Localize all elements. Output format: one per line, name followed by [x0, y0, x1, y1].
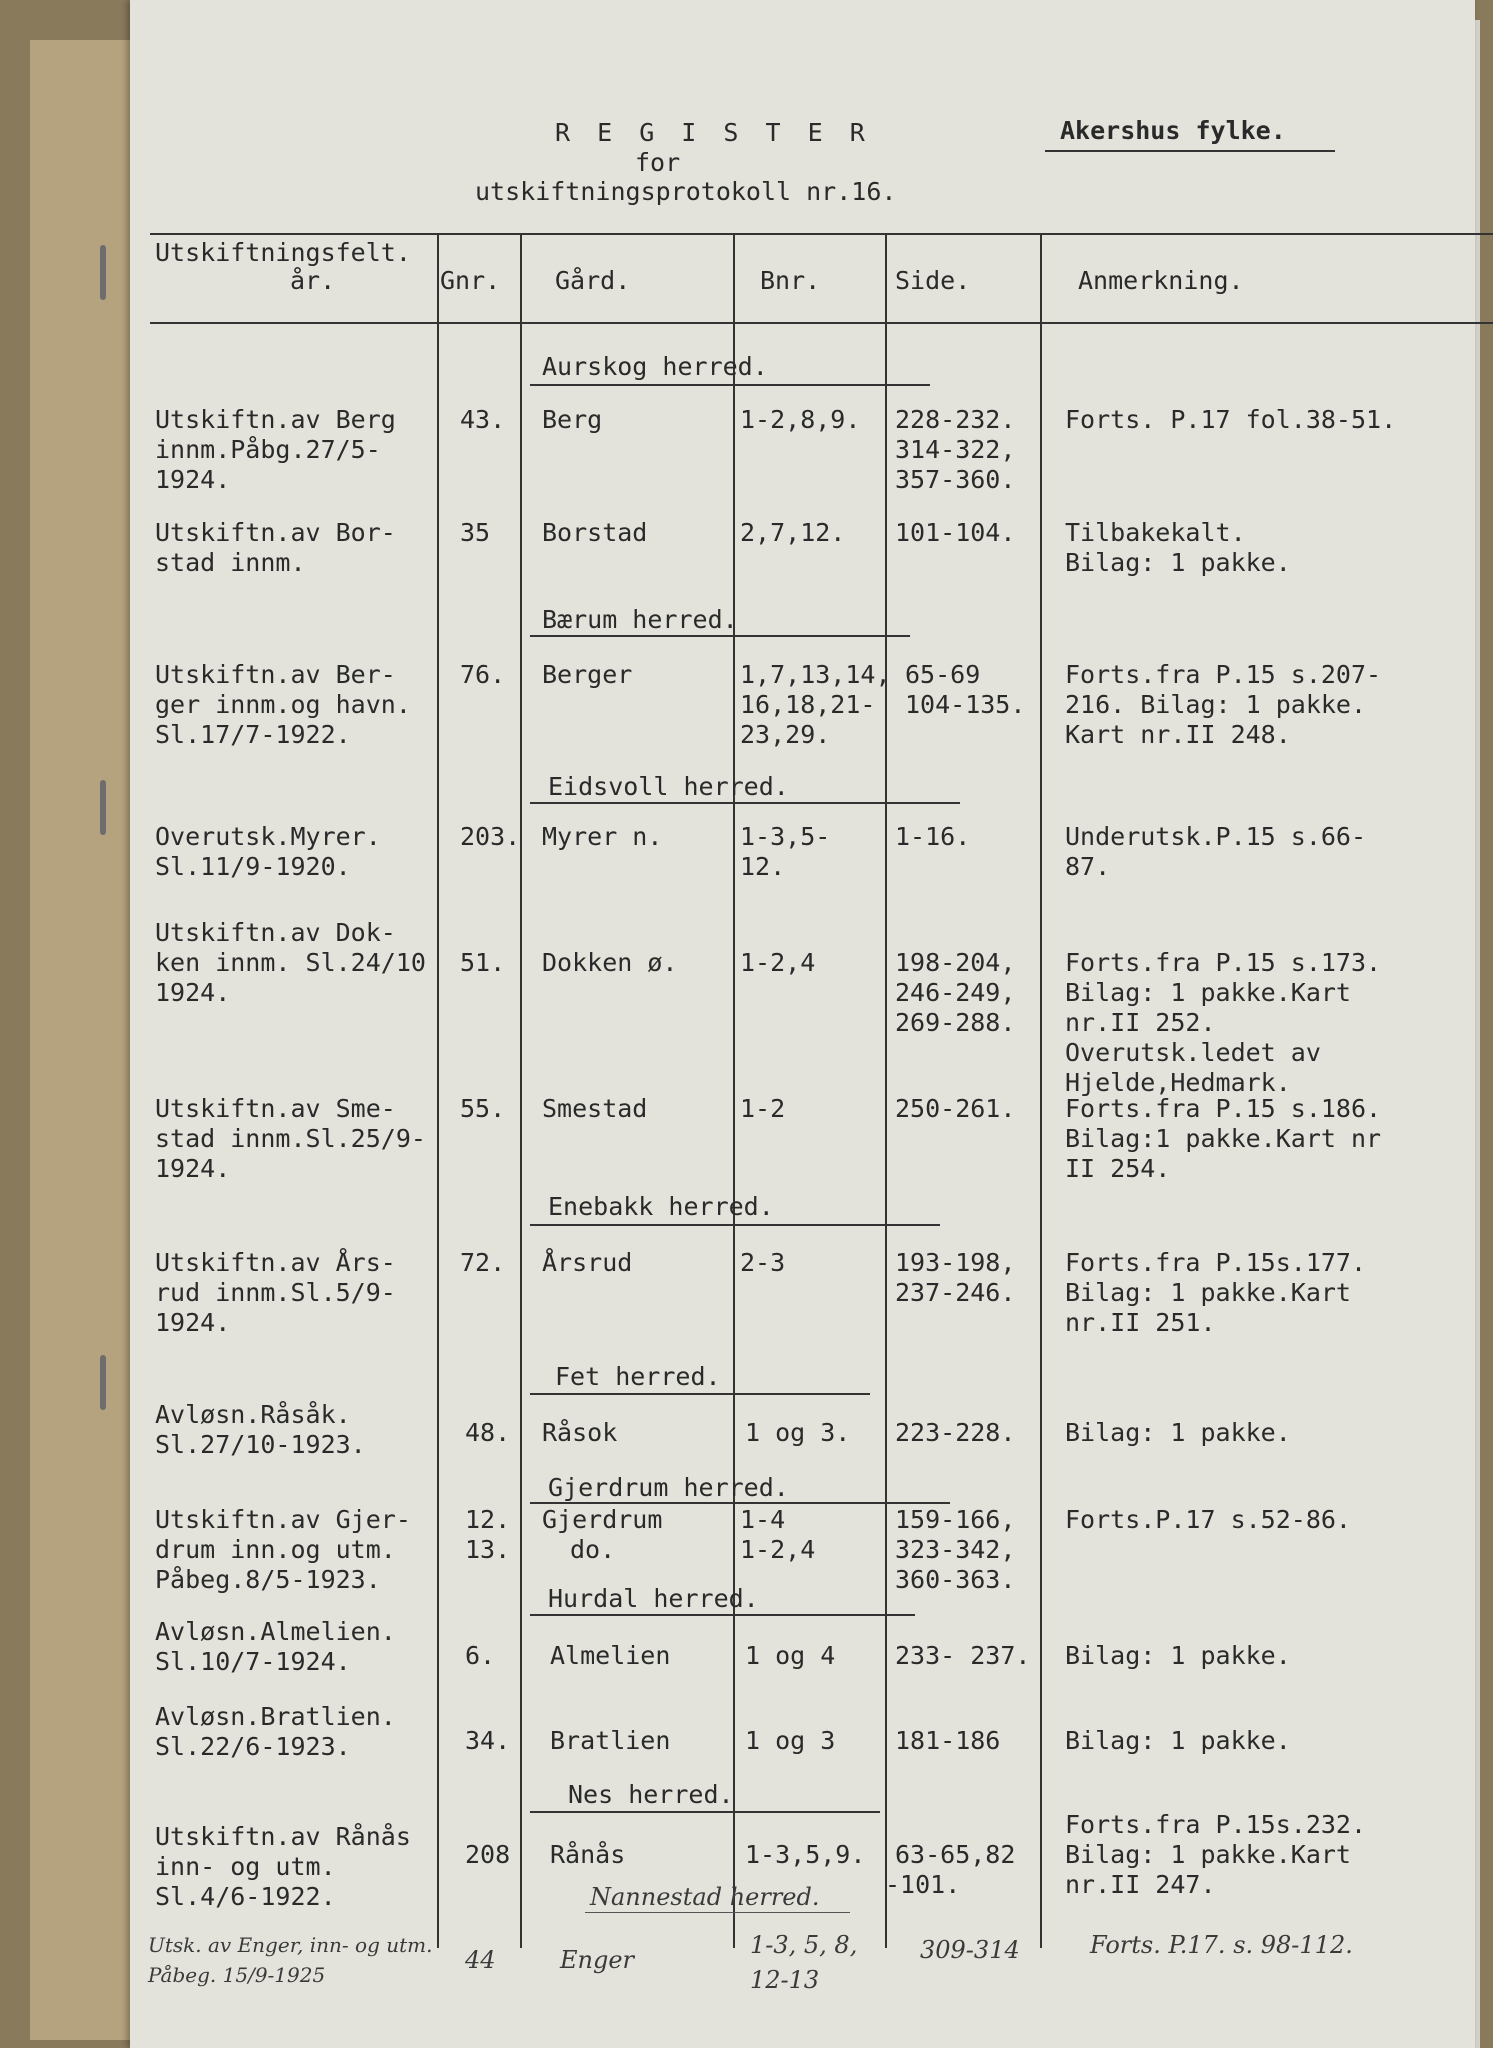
bnr-cell: 1 og 3.	[745, 1418, 851, 1447]
side-cell: 63-65,82	[895, 1840, 1016, 1869]
column-divider	[885, 233, 887, 1948]
county-name: Akershus fylke.	[1060, 116, 1286, 145]
note-cell: Forts.fra P.15s.177.	[1065, 1248, 1367, 1277]
header-side: Side.	[895, 266, 971, 295]
section-heading: Enebakk herred.	[548, 1192, 774, 1221]
gard-cell: Myrer n.	[542, 822, 663, 851]
note-cell: Forts.fra P.15s.232.	[1065, 1810, 1367, 1839]
bnr-cell: 1-2,4	[740, 948, 816, 977]
side-cell: 101-104.	[895, 518, 1016, 547]
gard-cell: Råsok	[542, 1418, 618, 1447]
side-cell: 314-322,	[895, 435, 1016, 464]
column-divider	[437, 233, 439, 1948]
field-cell: Sl.4/6-1922.	[155, 1882, 336, 1911]
section-underline	[530, 1224, 940, 1226]
bnr-cell: 2,7,12.	[740, 518, 846, 547]
note-cell: Forts. P.17. s. 98-112.	[1090, 1931, 1353, 1959]
side-cell: 193-198,	[895, 1248, 1016, 1277]
note-cell: Tilbakekalt.	[1065, 518, 1246, 547]
gnr-cell: 6.	[465, 1641, 496, 1670]
header-bnr: Bnr.	[760, 266, 821, 295]
gnr-cell: 208	[465, 1840, 511, 1869]
gard-cell: Enger	[560, 1946, 635, 1974]
field-cell: stad innm.	[155, 548, 306, 577]
note-cell: nr.II 252.	[1065, 1008, 1216, 1037]
section-heading: Hurdal herred.	[548, 1584, 759, 1613]
gnr-cell: 51.	[460, 948, 506, 977]
section-heading: Nes herred.	[568, 1780, 734, 1809]
bnr-cell: 1-3,5-	[740, 822, 831, 851]
gnr-cell: 55.	[460, 1094, 506, 1123]
side-cell: 250-261.	[895, 1094, 1016, 1123]
handwritten-section-heading: Nannestad herred.	[590, 1883, 820, 1911]
field-cell: Utskiftn.av Dok-	[155, 918, 396, 947]
field-cell: drum inn.og utm.	[155, 1535, 396, 1564]
staple	[100, 245, 106, 300]
gard-cell: Berg	[542, 405, 603, 434]
note-cell: Bilag: 1 pakke.	[1065, 1641, 1291, 1670]
table-top-rule	[150, 233, 1493, 235]
note-cell: Forts.fra P.15 s.186.	[1065, 1094, 1382, 1123]
gnr-cell: 13.	[465, 1535, 511, 1564]
note-cell: Forts.P.17 s.52-86.	[1065, 1505, 1351, 1534]
field-cell: 1924.	[155, 978, 231, 1007]
section-underline	[530, 1811, 880, 1813]
gnr-cell: 34.	[465, 1726, 511, 1755]
note-cell: Bilag: 1 pakke.Kart	[1065, 1840, 1351, 1869]
side-cell: 357-360.	[895, 465, 1016, 494]
field-cell: Utskiftn.av Rånås	[155, 1822, 411, 1851]
bnr-cell: 1-3, 5, 8,	[750, 1931, 858, 1959]
field-cell: Utskiftn.av Berg	[155, 405, 396, 434]
gard-cell: Borstad	[542, 518, 648, 547]
side-cell: 223-228.	[895, 1418, 1016, 1447]
field-cell: Påbeg.8/5-1923.	[155, 1565, 381, 1594]
note-cell: Bilag: 1 pakke.	[1065, 1418, 1291, 1447]
section-heading: Bærum herred.	[542, 605, 738, 634]
column-divider	[1040, 233, 1042, 1948]
note-cell: nr.II 251.	[1065, 1308, 1216, 1337]
note-cell: Bilag:1 pakke.Kart nr	[1065, 1124, 1382, 1153]
field-cell: 1924.	[155, 1154, 231, 1183]
gnr-cell: 48.	[465, 1418, 511, 1447]
bnr-cell: 1-4	[740, 1505, 786, 1534]
note-cell: Forts.fra P.15 s.207-	[1065, 660, 1382, 689]
gnr-cell: 12.	[465, 1505, 511, 1534]
field-cell: Sl.10/7-1924.	[155, 1647, 351, 1676]
note-cell: Bilag: 1 pakke.	[1065, 1726, 1291, 1755]
side-cell: 159-166,	[895, 1505, 1016, 1534]
header-gard: Gård.	[555, 266, 631, 295]
side-cell: 181-186	[895, 1726, 1001, 1755]
gnr-cell: 72.	[460, 1248, 506, 1277]
field-cell: rud innm.Sl.5/9-	[155, 1278, 396, 1307]
header-note: Anmerkning.	[1078, 266, 1244, 295]
note-cell: Hjelde,Hedmark.	[1065, 1068, 1291, 1097]
side-cell: 246-249,	[895, 978, 1016, 1007]
field-cell: Avløsn.Almelien.	[155, 1617, 396, 1646]
field-cell: Sl.27/10-1923.	[155, 1430, 366, 1459]
gnr-cell: 44	[465, 1946, 496, 1974]
bnr-cell: 2-3	[740, 1248, 786, 1277]
gard-cell: Berger	[542, 660, 633, 689]
section-heading: Fet herred.	[555, 1362, 721, 1391]
section-underline	[530, 384, 930, 386]
header-field: Utskiftningsfelt.	[155, 238, 411, 267]
field-cell: Sl.11/9-1920.	[155, 852, 351, 881]
bnr-cell: 1-2,4	[740, 1535, 816, 1564]
side-cell: 323-342,	[895, 1535, 1016, 1564]
register-for: for	[635, 148, 681, 177]
field-cell: Avløsn.Råsåk.	[155, 1400, 351, 1429]
field-cell: Utskiftn.av Års-	[155, 1248, 396, 1277]
gnr-cell: 203.	[460, 822, 521, 851]
gard-cell: Gjerdrum	[542, 1505, 663, 1534]
bnr-cell: 1,7,13,14,	[740, 660, 891, 689]
field-cell: stad innm.Sl.25/9-	[155, 1124, 426, 1153]
note-cell: Forts.fra P.15 s.173.	[1065, 948, 1382, 977]
note-cell: Overutsk.ledet av	[1065, 1038, 1321, 1067]
section-underline	[530, 1393, 870, 1395]
note-cell: 87.	[1065, 852, 1111, 881]
field-cell: Utskiftn.av Ber-	[155, 660, 396, 689]
binding-strip	[30, 40, 142, 2040]
field-cell: Påbeg. 15/9-1925	[148, 1963, 326, 1987]
side-cell: 228-232.	[895, 405, 1016, 434]
field-cell: 1924.	[155, 1308, 231, 1337]
note-cell: Forts. P.17 fol.38-51.	[1065, 405, 1397, 434]
bnr-cell: 1-3,5,9.	[745, 1840, 866, 1869]
bnr-cell: 1-2	[740, 1094, 786, 1123]
side-cell: 360-363.	[895, 1565, 1016, 1594]
column-divider	[733, 233, 735, 1948]
side-cell: 269-288.	[895, 1008, 1016, 1037]
county-underline	[1045, 150, 1335, 152]
column-divider	[520, 233, 522, 1948]
side-cell: 237-246.	[895, 1278, 1016, 1307]
side-cell: 65-69	[905, 660, 981, 689]
staple	[100, 780, 106, 835]
field-cell: ken innm. Sl.24/10	[155, 948, 426, 977]
field-cell: innm.Påbg.27/5-	[155, 435, 381, 464]
field-cell: Sl.17/7-1922.	[155, 720, 351, 749]
header-field-year: år.	[290, 266, 336, 295]
table-header-rule	[150, 322, 1493, 324]
gnr-cell: 35	[460, 518, 491, 547]
section-underline	[530, 1614, 915, 1616]
side-cell: 104-135.	[905, 690, 1026, 719]
field-cell: Utskiftn.av Bor-	[155, 518, 396, 547]
field-cell: inn- og utm.	[155, 1852, 336, 1881]
note-cell: Bilag: 1 pakke.Kart	[1065, 978, 1351, 1007]
gnr-cell: 43.	[460, 405, 506, 434]
field-cell: Avløsn.Bratlien.	[155, 1702, 396, 1731]
gard-cell: Årsrud	[542, 1248, 633, 1277]
bnr-cell: 16,18,21-	[740, 690, 876, 719]
field-cell: Sl.22/6-1923.	[155, 1732, 351, 1761]
side-cell: 198-204,	[895, 948, 1016, 977]
field-cell: 1924.	[155, 465, 231, 494]
field-cell: Utskiftn.av Sme-	[155, 1094, 396, 1123]
note-cell: Bilag: 1 pakke.Kart	[1065, 1278, 1351, 1307]
gard-cell: Almelien	[550, 1641, 671, 1670]
section-heading: Eidsvoll herred.	[548, 772, 789, 801]
handwritten-underline	[585, 1912, 850, 1913]
bnr-cell: 1 og 3	[745, 1726, 836, 1755]
gard-cell: do.	[570, 1535, 616, 1564]
staple	[100, 1355, 106, 1410]
gard-cell: Dokken ø.	[542, 948, 678, 977]
register-subtitle: utskiftningsprotokoll nr.16.	[475, 177, 897, 206]
note-cell: Bilag: 1 pakke.	[1065, 548, 1291, 577]
note-cell: nr.II 247.	[1065, 1870, 1216, 1899]
section-underline	[530, 635, 910, 637]
note-cell: II 254.	[1065, 1154, 1171, 1183]
note-cell: 216. Bilag: 1 pakke.	[1065, 690, 1367, 719]
bnr-cell: 1-2,8,9.	[740, 405, 861, 434]
field-cell: ger innm.og havn.	[155, 690, 411, 719]
side-cell: 1-16.	[895, 822, 971, 851]
field-cell: Overutsk.Myrer.	[155, 822, 381, 851]
bnr-cell: 1 og 4	[745, 1641, 836, 1670]
note-cell: Underutsk.P.15 s.66-	[1065, 822, 1367, 851]
gnr-cell: 76.	[460, 660, 506, 689]
section-underline	[530, 1502, 950, 1504]
field-cell: Utsk. av Enger, inn- og utm.	[148, 1933, 433, 1957]
side-cell: 309-314	[920, 1936, 1020, 1964]
bnr-cell: 12-13	[750, 1966, 820, 1994]
section-underline	[530, 802, 960, 804]
header-gnr: Gnr.	[440, 266, 501, 295]
section-heading: Gjerdrum herred.	[548, 1473, 789, 1502]
register-document	[130, 0, 1475, 2048]
gard-cell: Smestad	[542, 1094, 648, 1123]
gard-cell: Rånås	[550, 1840, 626, 1869]
note-cell: Kart nr.II 248.	[1065, 720, 1291, 749]
field-cell: Utskiftn.av Gjer-	[155, 1505, 411, 1534]
register-title: R E G I S T E R	[555, 118, 871, 147]
side-cell: -101.	[885, 1870, 961, 1899]
bnr-cell: 23,29.	[740, 720, 831, 749]
gard-cell: Bratlien	[550, 1726, 671, 1755]
side-cell: 233- 237.	[895, 1641, 1031, 1670]
section-heading: Aurskog herred.	[542, 352, 768, 381]
bnr-cell: 12.	[740, 852, 786, 881]
